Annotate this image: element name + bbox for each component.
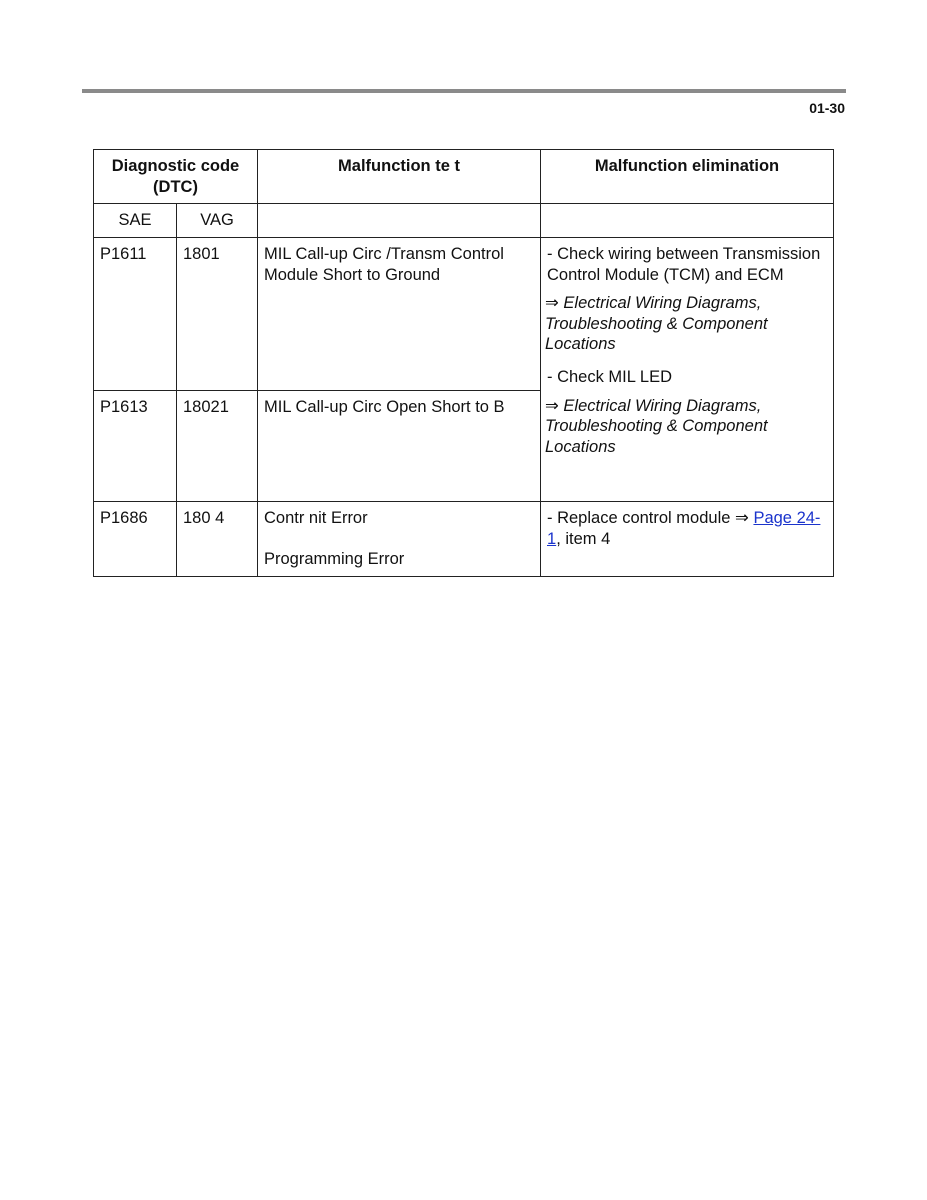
table-row [94,501,834,576]
elimination-action: - Check MIL LED [547,368,673,386]
vag-code: 18021 [177,390,258,501]
malfunction-text [258,501,541,576]
sae-code: P1611 [94,237,177,390]
subheader-sae: SAE [94,204,177,238]
wiring-diagram-reference [545,293,827,355]
subheader-empty-text [258,204,541,238]
page-link[interactable]: Page 24-1 [547,508,821,548]
elimination-action: - Check wiring between Transmission Control Module (TCM) and ECM [547,244,821,284]
elimination-action: - Replace control module [547,508,731,527]
arrow-right-icon: ⇒ [545,396,559,415]
sae-code: P1686 [94,501,177,576]
link-suffix: , item 4 [556,529,611,548]
header-row [94,150,834,204]
vag-code: 180 4 [177,501,258,576]
malfunction-text-line: Contr nit Error [264,508,368,527]
dtc-table [93,149,834,577]
reference-text: Electrical Wiring Diagrams, Troubleshooting & Component Locations [545,396,768,456]
subheader-row [94,204,834,238]
vag-code: 1801 [177,237,258,390]
arrow-right-icon: ⇒ [545,294,559,313]
reference-text: Electrical Wiring Diagrams, Troubleshooting & Component Locations [545,294,768,354]
malfunction-text: MIL Call-up Circ /Transm Control Module Short to Ground [258,237,541,390]
header-malfunction-text: Malfunction te t [258,150,541,204]
malfunction-text: MIL Call-up Circ Open Short to B [258,390,541,501]
subheader-empty-elim [541,204,834,238]
wiring-diagram-reference [545,396,827,458]
subheader-vag: VAG [177,204,258,238]
header-dtc: Diagnostic code (DTC) [94,150,258,204]
sae-code: P1613 [94,390,177,501]
page-number: 01-30 [809,100,845,116]
header-malfunction-elimination: Malfunction elimination [541,150,834,204]
table-row [94,237,834,390]
malfunction-text-line: Programming Error [264,549,405,568]
elimination-cell [541,501,834,576]
top-rule [82,89,846,93]
arrow-right-icon: ⇒ [735,508,749,527]
elimination-cell [541,237,834,501]
